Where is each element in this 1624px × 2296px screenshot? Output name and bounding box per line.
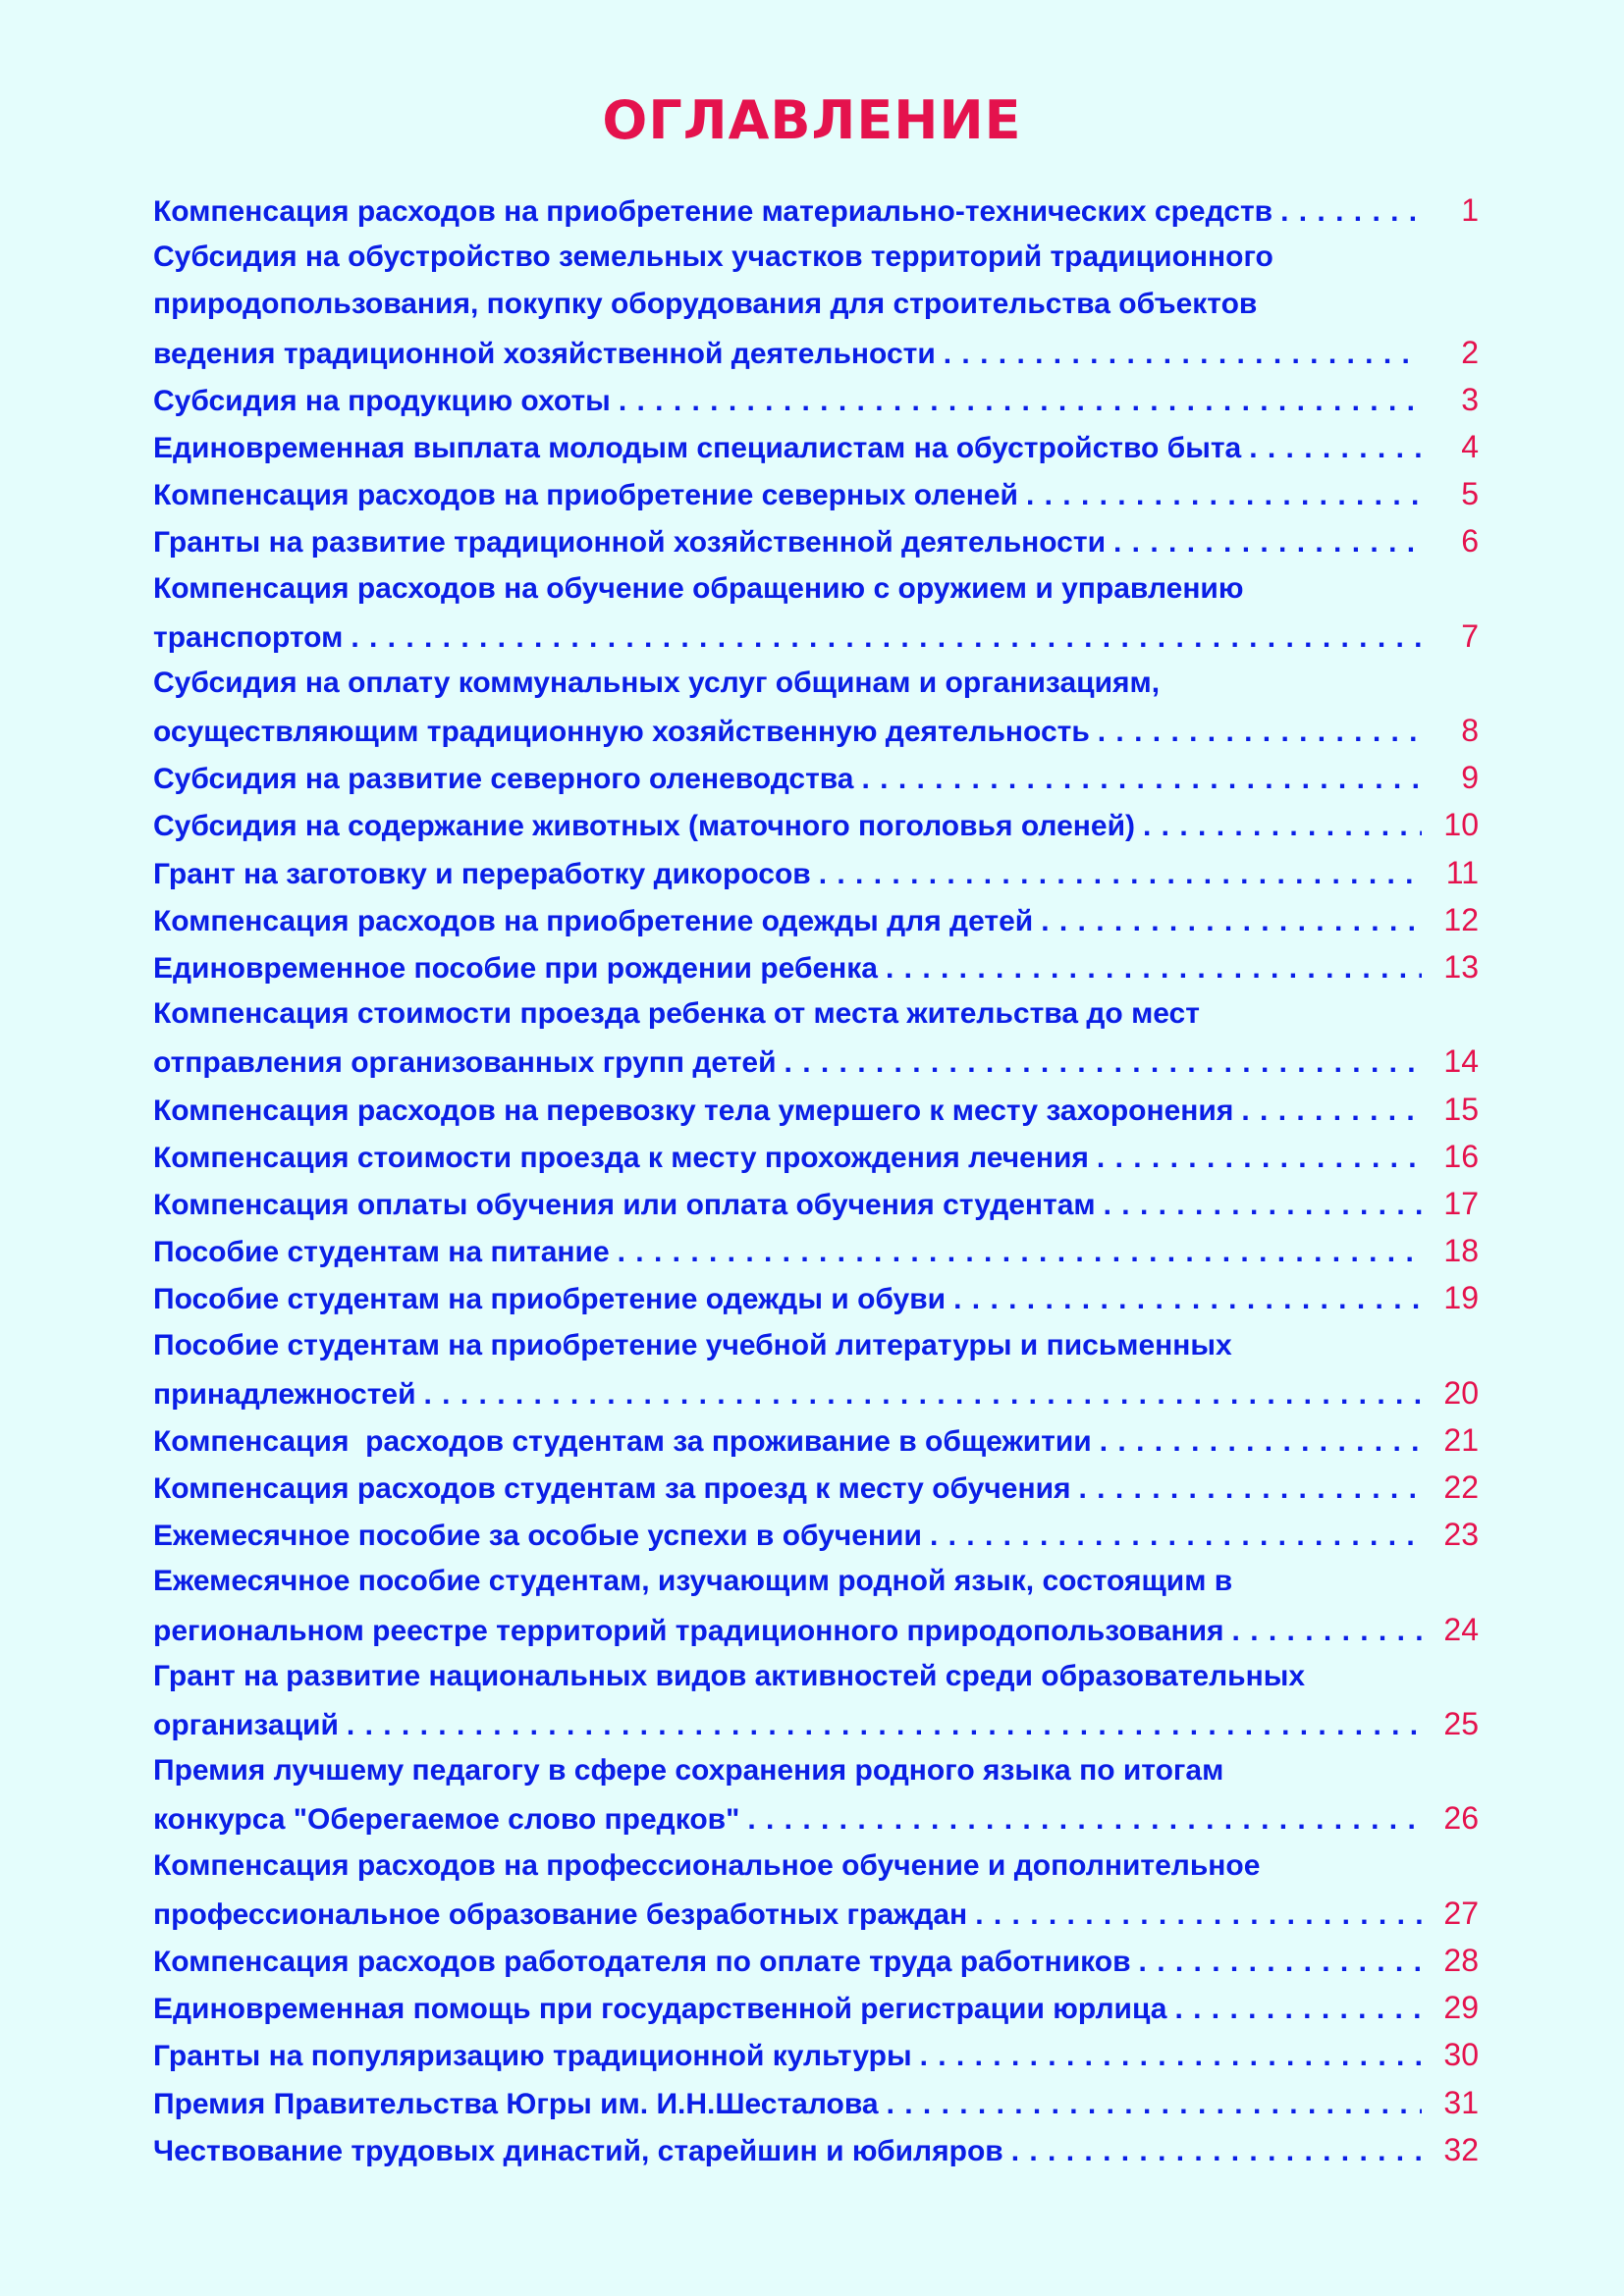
toc-entry-title[interactable]: Единовременная выплата молодым специалистам на обустройство быта (153, 431, 1242, 464)
toc-page-number[interactable]: 31 (1443, 2084, 1479, 2120)
dot-leader (785, 1040, 1422, 1087)
toc-entry-line (153, 1322, 1479, 1369)
toc-entry-line (153, 1842, 1479, 1890)
toc-entry[interactable] (153, 1984, 1479, 2031)
dot-leader (747, 1796, 1422, 1843)
toc-entry-last-line (153, 1700, 1479, 1747)
dot-leader (1098, 709, 1422, 756)
dot-leader (1139, 1939, 1422, 1986)
toc-entry[interactable] (153, 801, 1479, 848)
toc-entry-title[interactable]: Компенсация оплаты обучения или оплата обучения студентам (153, 1188, 1096, 1221)
toc-entry-line (153, 565, 1479, 613)
toc-entry[interactable] (153, 1274, 1479, 1321)
toc-entry-line (153, 1747, 1479, 1794)
dot-leader (1104, 1182, 1422, 1229)
toc-entry[interactable] (153, 2126, 1479, 2173)
toc-entry-title[interactable]: Ежемесячное пособие за особые успехи в обучении (153, 1520, 922, 1553)
toc-page-number[interactable]: 13 (1443, 949, 1479, 985)
toc-entry-last-line (153, 1369, 1479, 1416)
toc-entry-last-line (153, 1038, 1479, 1085)
toc-entry-title[interactable]: Грант на развитие национальных видов активностей среди образовательных (153, 1659, 1306, 1692)
toc-entry-last-line (153, 1274, 1479, 1321)
toc-entry[interactable] (153, 1937, 1479, 1984)
toc-entry-last-line (153, 1133, 1479, 1180)
toc-page-number[interactable]: 21 (1443, 1421, 1479, 1458)
toc-entry-last-line (153, 517, 1479, 564)
toc-entry-title[interactable]: Премия лучшему педагогу в сфере сохранения родного языка по итогам (153, 1754, 1224, 1788)
toc-entry-title[interactable]: осуществляющим традиционную хозяйственную деятельность (153, 716, 1090, 749)
toc-entry-title[interactable]: Компенсация расходов на приобретение материально-технических средств (153, 195, 1273, 228)
toc-entry[interactable] (153, 990, 1479, 1085)
toc-page-number[interactable]: 7 (1461, 617, 1479, 654)
toc-page-number[interactable]: 22 (1443, 1469, 1479, 1506)
toc-page-number[interactable]: 14 (1443, 1043, 1479, 1080)
toc-page-number[interactable]: 2 (1461, 334, 1479, 370)
toc-entry[interactable] (153, 1842, 1479, 1937)
toc-entry[interactable] (153, 754, 1479, 801)
toc-entry-title[interactable]: транспортом (153, 620, 344, 654)
toc-page-number[interactable]: 24 (1443, 1611, 1479, 1647)
toc-entry-last-line (153, 2079, 1479, 2126)
toc-entry-last-line (153, 470, 1479, 517)
toc-entry-title[interactable]: Субсидия на развитие северного оленеводства (153, 763, 854, 796)
toc-entry-last-line (153, 707, 1479, 754)
toc-entry-title[interactable]: отправления организованных групп детей (153, 1046, 777, 1080)
toc-entry-last-line (153, 423, 1479, 470)
toc-entry-title[interactable]: Грант на заготовку и переработку дикоросов (153, 857, 811, 890)
toc-entry-title[interactable]: Субсидия на содержание животных (маточного поголовья оленей) (153, 810, 1136, 843)
toc-entry-last-line (153, 1416, 1479, 1464)
toc-entry-last-line (153, 613, 1479, 660)
toc-entry[interactable] (153, 849, 1479, 896)
dot-leader (1041, 898, 1422, 945)
toc-entry[interactable] (153, 565, 1479, 660)
toc-entry-line (153, 234, 1479, 281)
toc-page-number[interactable]: 29 (1443, 1990, 1479, 2026)
dot-leader (1026, 472, 1422, 519)
toc-entry[interactable] (153, 1227, 1479, 1274)
toc-entry[interactable] (153, 1322, 1479, 1416)
toc-entry-title[interactable]: Пособие студентам на питание (153, 1236, 610, 1269)
toc-entry-last-line (153, 1606, 1479, 1653)
toc-entry-last-line (153, 2126, 1479, 2173)
toc-page-number[interactable]: 12 (1443, 901, 1479, 937)
dot-leader (930, 1513, 1422, 1560)
toc-entry[interactable] (153, 1558, 1479, 1652)
toc-entry-last-line (153, 801, 1479, 848)
toc-entry-title[interactable]: Единовременная помощь при государственной регистрации юрлица (153, 1993, 1167, 2026)
dot-leader (862, 756, 1423, 803)
toc-entry[interactable] (153, 234, 1479, 376)
toc-entry[interactable] (153, 1086, 1479, 1133)
toc-entry-last-line (153, 1511, 1479, 1558)
dot-leader (819, 851, 1422, 898)
toc-entry-line (153, 990, 1479, 1038)
toc-entry-title[interactable]: Компенсация стоимости проезда ребенка от места жительства до мест (153, 997, 1200, 1031)
toc-page-number[interactable]: 18 (1443, 1233, 1479, 1269)
toc-entry-last-line (153, 943, 1479, 990)
toc-page-number[interactable]: 5 (1461, 476, 1479, 512)
toc-entry-last-line (153, 849, 1479, 896)
toc-entry-title[interactable]: Пособие студентам на приобретение одежды и обуви (153, 1283, 947, 1316)
toc-entry-last-line (153, 329, 1479, 376)
toc-page-number[interactable]: 9 (1461, 760, 1479, 796)
toc-page-number[interactable]: 23 (1443, 1517, 1479, 1553)
toc-entry[interactable] (153, 376, 1479, 423)
toc-entry-line (153, 1653, 1479, 1700)
toc-page-number[interactable]: 16 (1443, 1138, 1479, 1174)
toc-entry-title[interactable]: Единовременное пособие при рождении ребенка (153, 952, 878, 985)
toc-entry[interactable] (153, 1416, 1479, 1464)
toc-entry-title[interactable]: Компенсация стоимости проезда к месту прохождения лечения (153, 1141, 1089, 1174)
toc-entry-title[interactable]: Гранты на развитие традиционной хозяйственной деятельности (153, 526, 1107, 560)
toc-page-number[interactable]: 4 (1461, 428, 1479, 464)
dot-leader (619, 378, 1422, 425)
dot-leader (1241, 1088, 1422, 1135)
toc-entry-last-line (153, 187, 1479, 234)
dot-leader (1011, 2128, 1422, 2175)
toc-entry-last-line (153, 376, 1479, 423)
toc-entry-last-line (153, 896, 1479, 943)
toc-entry[interactable] (153, 187, 1479, 234)
toc-entry-line (153, 660, 1479, 707)
dot-leader (975, 1892, 1422, 1939)
toc-page-number[interactable]: 20 (1443, 1374, 1479, 1411)
toc-entry-last-line (153, 1984, 1479, 2031)
dot-leader (1100, 1418, 1422, 1466)
dot-leader (886, 945, 1422, 992)
toc-page-number[interactable]: 3 (1461, 381, 1479, 417)
toc-entry-title[interactable]: Компенсация расходов на приобретение северных оленей (153, 479, 1018, 512)
toc-entry-title[interactable]: региональном реестре территорий традиционного природопользования (153, 1614, 1224, 1647)
toc-page-number[interactable]: 26 (1443, 1800, 1479, 1837)
toc-entry-title[interactable]: ведения традиционной хозяйственной деятельности (153, 337, 936, 370)
toc-entry-title[interactable]: Компенсация расходов работодателя по оплате труда работников (153, 1945, 1131, 1978)
toc-entry[interactable] (153, 896, 1479, 943)
toc-entry-line (153, 1558, 1479, 1605)
toc-entry-title[interactable]: Компенсация расходов студентам за проезд к месту обучения (153, 1472, 1071, 1506)
toc-entry[interactable] (153, 423, 1479, 470)
toc-entry-title[interactable]: принадлежностей (153, 1377, 416, 1411)
toc-page-number[interactable]: 8 (1461, 713, 1479, 749)
toc-entry-title[interactable]: организаций (153, 1709, 339, 1741)
toc-entry-last-line (153, 1086, 1479, 1133)
toc-entry[interactable] (153, 1180, 1479, 1227)
toc-entry[interactable] (153, 1464, 1479, 1511)
toc-entry-title[interactable]: Компенсация расходов на профессиональное обучение и дополнительное (153, 1848, 1261, 1882)
toc-entry[interactable] (153, 1653, 1479, 1747)
dot-leader (1097, 1135, 1422, 1182)
toc-entry-last-line (153, 754, 1479, 801)
dot-leader (424, 1371, 1422, 1418)
toc-page-number[interactable]: 1 (1461, 192, 1479, 228)
toc-entry-title[interactable]: Пособие студентам на приобретение учебной литературы и письменных (153, 1328, 1232, 1362)
dot-leader (1280, 188, 1422, 236)
dot-leader (1079, 1466, 1422, 1513)
toc-page-number[interactable]: 11 (1445, 854, 1479, 890)
toc-entry-last-line (153, 1890, 1479, 1937)
toc-entry-last-line (153, 2031, 1479, 2078)
toc-entry-title[interactable]: Гранты на популяризацию традиционной культуры (153, 2040, 912, 2073)
dot-leader (1232, 1608, 1422, 1655)
toc-page-number[interactable]: 6 (1461, 523, 1479, 560)
toc-entry[interactable] (153, 1511, 1479, 1558)
toc-entry[interactable] (153, 517, 1479, 564)
toc-list (153, 187, 1479, 2173)
toc-page-number[interactable]: 32 (1443, 2131, 1479, 2167)
toc-entry-title[interactable]: Субсидия на обустройство земельных участков территорий традиционного (153, 240, 1273, 274)
toc-entry[interactable] (153, 1747, 1479, 1842)
toc-page-number[interactable]: 25 (1443, 1706, 1479, 1741)
toc-entry[interactable] (153, 660, 1479, 754)
toc-page-number[interactable]: 17 (1443, 1185, 1479, 1221)
dot-leader (347, 1702, 1422, 1749)
toc-page-number[interactable]: 28 (1443, 1942, 1479, 1978)
toc-entry-title[interactable]: Чествование трудовых династий, старейшин и юбиляров (153, 2134, 1003, 2167)
toc-entry-title[interactable]: Компенсация расходов на обучение обращению с оружием и управлению (153, 571, 1244, 605)
toc-entry-title[interactable]: Компенсация расходов на перевозку тела умершего к месту захоронения (153, 1094, 1234, 1127)
toc-entry-title[interactable]: Компенсация расходов на приобретение одежды для детей (153, 904, 1034, 937)
toc-page-number[interactable]: 15 (1443, 1091, 1479, 1127)
toc-entry[interactable] (153, 2031, 1479, 2078)
toc-entry-title[interactable]: Ежемесячное пособие студентам, изучающим родной язык, состоящим в (153, 1565, 1233, 1598)
dot-leader (887, 2081, 1422, 2128)
toc-entry-last-line (153, 1937, 1479, 1984)
toc-entry[interactable] (153, 943, 1479, 990)
toc-entry-title[interactable]: конкурса "Оберегаемое слово предков" (153, 1803, 740, 1837)
toc-entry-title[interactable]: природопользования, покупку оборудования для строительства объектов (153, 288, 1258, 321)
toc-entry-title[interactable]: Премия Правительства Югры им. И.Н.Шесталова (153, 2087, 879, 2120)
dot-leader (1113, 519, 1422, 566)
dot-leader (1143, 803, 1422, 850)
dot-leader (1174, 1986, 1422, 2033)
dot-leader (920, 2033, 1422, 2080)
toc-page-number[interactable]: 10 (1443, 807, 1479, 843)
toc-page-number[interactable]: 19 (1443, 1280, 1479, 1316)
toc-entry-title[interactable]: Субсидия на продукцию охоты (153, 384, 611, 417)
toc-entry-title[interactable]: профессиональное образование безработных граждан (153, 1897, 968, 1931)
toc-entry-last-line (153, 1227, 1479, 1274)
dot-leader (953, 1276, 1422, 1323)
toc-page-number[interactable]: 27 (1443, 1895, 1479, 1931)
toc-entry-last-line (153, 1794, 1479, 1842)
toc-entry[interactable] (153, 1133, 1479, 1180)
toc-entry[interactable] (153, 470, 1479, 517)
toc-entry-title[interactable]: Компенсация расходов студентам за проживание в общежитии (153, 1424, 1092, 1458)
dot-leader (1249, 425, 1422, 472)
toc-entry-last-line (153, 1180, 1479, 1227)
dot-leader (618, 1229, 1422, 1276)
toc-entry[interactable] (153, 2079, 1479, 2126)
toc-page-number[interactable]: 30 (1443, 2037, 1479, 2073)
toc-entry-line (153, 281, 1479, 328)
toc-entry-last-line (153, 1464, 1479, 1511)
page-title: ОГЛАВЛЕНИЕ (602, 89, 1022, 151)
toc-entry-title[interactable]: Субсидия на оплату коммунальных услуг общинам и организациям, (153, 666, 1161, 699)
dot-leader (351, 614, 1422, 662)
dot-leader (944, 331, 1422, 378)
